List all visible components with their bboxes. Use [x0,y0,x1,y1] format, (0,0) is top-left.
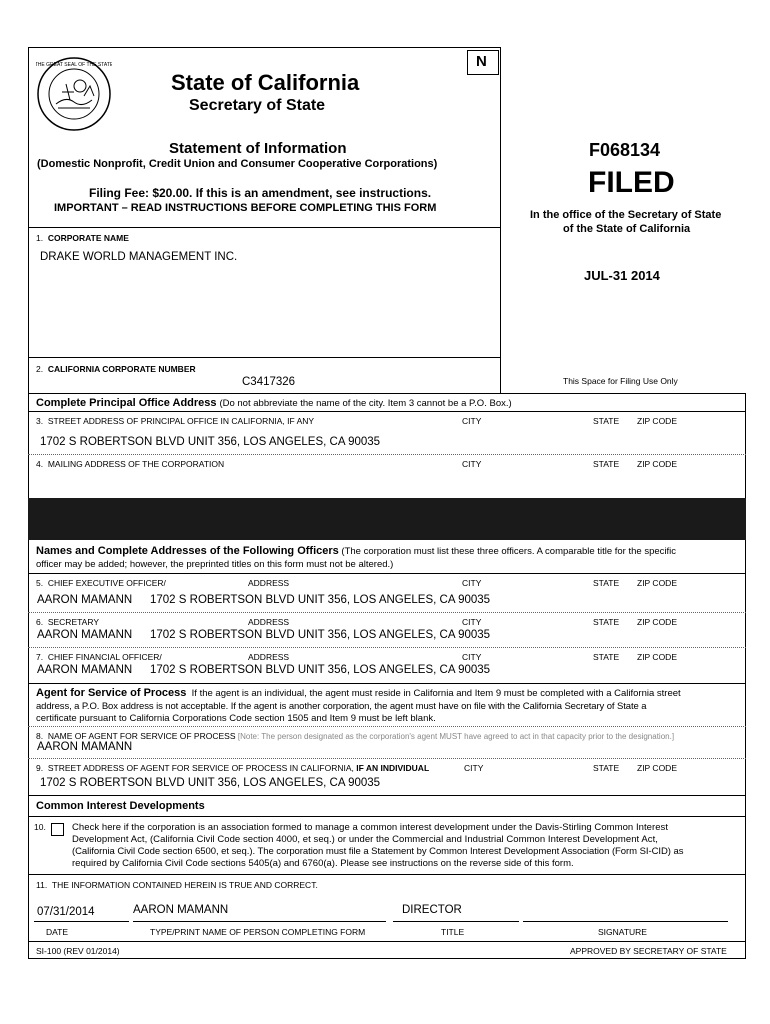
important-notice: IMPORTANT – READ INSTRUCTIONS BEFORE COMPLETING THIS FORM [54,202,437,214]
officer-city-label: CITY [462,578,482,588]
agent-heading: Agent for Service of Process [36,687,187,699]
item7-number: 7. [36,652,44,662]
item6-number: 6. [36,617,44,627]
item3-text: STREET ADDRESS OF PRINCIPAL OFFICE IN CALIFORNIA, IF ANY [47,416,315,426]
item4-text: MAILING ADDRESS OF THE CORPORATION [47,459,225,469]
officer-zip-label: ZIP CODE [637,652,677,662]
cid-line2: Development Act, (California Civil Code section 4000, et seq.) or under the Commercial and Industrial Common Interest Development Act, [72,834,658,845]
principal-office-note: (Do not abbreviate the name of the city. Item 3 cannot be a P.O. Box.) [219,398,512,409]
divider [28,647,746,648]
item4-zip-label: ZIP CODE [637,459,677,469]
corporate-name-box [28,227,501,358]
agent-para1: If the agent is an individual, the agent must reside in California and Item 9 must be completed with a California street [191,688,681,699]
item8-label [36,731,674,741]
officer-address-label: ADDRESS [248,578,290,588]
officer-zip-label: ZIP CODE [637,578,677,588]
item1-label [36,233,129,243]
officer-row-label [36,652,162,662]
state-title: State of California [171,70,360,95]
item11-number: 11. [36,880,48,890]
filing-date: JUL-31 2014 [584,268,660,283]
divider [28,683,746,684]
cid-checkbox[interactable] [51,823,64,836]
item9-text: STREET ADDRESS OF AGENT FOR SERVICE OF PROCESS IN CALIFORNIA, [47,763,354,773]
california-seal [36,56,112,132]
item3-state-label: STATE [593,416,620,426]
cid-line4: required by California Civil Code sections 5405(a) and 6760(a). Please see instructions on the reverse side of this form. [72,858,574,869]
item3-city-label: CITY [462,416,482,426]
item4-label [36,459,224,469]
item9-text-bold: IF AN INDIVIDUAL [356,763,430,773]
item11-text: THE INFORMATION CONTAINED HEREIN IS TRUE AND CORRECT. [51,880,318,890]
divider [28,758,746,759]
officer-state-label: STATE [593,578,620,588]
agent-address-value[interactable]: 1702 S ROBERTSON BLVD UNIT 356, LOS ANGELES, CA 90035 [40,777,381,789]
cfo-name-value[interactable]: AARON MAMANN [37,664,133,676]
item4-number: 4. [36,459,44,469]
filing-fee: Filing Fee: $20.00. If this is an amendment, see instructions. [89,186,432,200]
item4-city-label: CITY [462,459,482,469]
item6-title: SECRETARY [47,617,99,627]
principal-address-value[interactable]: 1702 S ROBERTSON BLVD UNIT 356, LOS ANGELES, CA 90035 [40,436,381,448]
filing-office-line2: of the State of California [563,223,691,235]
officers-heading: Names and Complete Addresses of the Following Officers [36,545,339,557]
form-id: SI-100 (REV 01/2014) [36,946,120,956]
cid-line3: (California Civil Code section 6500, et seq.). The corporation must file a Statement by Common Interest Development Association (Form SI-CID) as [72,846,684,857]
officer-row-label [36,617,99,627]
filing-number: F068134 [589,140,661,160]
item8-number: 8. [36,731,44,741]
item5-title: CHIEF EXECUTIVE OFFICER/ [47,578,166,588]
officer-city-label: CITY [462,617,482,627]
cert-name-label: TYPE/PRINT NAME OF PERSON COMPLETING FORM [150,927,366,937]
cid-line1: Check here if the corporation is an association formed to manage a common interest development under the Davis-Stirling Common Interest [72,822,669,833]
cert-name-value[interactable]: AARON MAMANN [133,904,229,916]
officer-city-label: CITY [462,652,482,662]
officer-state-label: STATE [593,652,620,662]
item3-zip-label: ZIP CODE [637,416,677,426]
item9-state-label: STATE [593,763,620,773]
item9-number: 9. [36,763,44,773]
name-line [133,921,386,922]
officer-state-label: STATE [593,617,620,627]
secretary-address-value[interactable]: 1702 S ROBERTSON BLVD UNIT 356, LOS ANGELES, CA 90035 [150,629,491,641]
secretary-name-value[interactable]: AARON MAMANN [37,629,133,641]
agent-heading-line [36,687,681,699]
item3-label [36,416,314,426]
item1-text: CORPORATE NAME [47,233,129,243]
corner-mark: N [476,53,487,70]
corporate-name-value[interactable]: DRAKE WORLD MANAGEMENT INC. [40,251,238,263]
cert-date-value[interactable]: 07/31/2014 [37,906,95,918]
cert-title-label: TITLE [441,927,465,937]
secretary-title: Secretary of State [189,97,326,114]
agent-para2: address, a P.O. Box address is not acceptable. If the agent is another corporation, the agent must have on file with the California Secretary of State a [36,701,647,712]
date-line [34,921,129,922]
item8-note: [Note: The person designated as the corporation's agent MUST have agreed to act in that capacity prior to the designation.] [237,732,675,741]
agent-para3: certificate pursuant to California Corporations Code section 1505 and Item 9 must be left blank. [36,713,436,724]
divider [28,874,746,875]
divider [28,941,746,942]
signature-line[interactable] [523,921,728,922]
officers-note1: (The corporation must list these three officers. A comparable title for the specific [341,546,676,557]
item1-number: 1. [36,233,44,243]
divider [28,573,746,574]
officers-note2: officer may be added; however, the preprinted titles on this form must not be altered.) [36,559,394,570]
item2-number: 2. [36,364,44,374]
approved-by: APPROVED BY SECRETARY OF STATE [570,946,727,956]
officer-row-label [36,578,166,588]
divider [28,816,746,817]
item9-zip-label: ZIP CODE [637,763,677,773]
officer-address-label: ADDRESS [248,652,290,662]
redaction-band [28,498,746,540]
item7-title: CHIEF FINANCIAL OFFICER/ [47,652,162,662]
item5-number: 5. [36,578,44,588]
divider [28,612,746,613]
cid-number: 10. [34,822,46,832]
cert-signature-label: SIGNATURE [598,927,647,937]
ceo-address-value[interactable]: 1702 S ROBERTSON BLVD UNIT 356, LOS ANGELES, CA 90035 [150,594,491,606]
officer-zip-label: ZIP CODE [637,617,677,627]
divider [28,795,746,796]
item11-label [36,880,318,890]
filing-office-line1: In the office of the Secretary of State [530,209,722,221]
item2-text: CALIFORNIA CORPORATE NUMBER [47,364,196,374]
item3-number: 3. [36,416,44,426]
officer-address-label: ADDRESS [248,617,290,627]
divider [28,726,746,727]
item9-city-label: CITY [464,763,484,773]
item2-label [36,364,196,374]
divider [28,411,746,412]
cert-title-value[interactable]: DIRECTOR [402,904,462,916]
divider [28,454,746,455]
item9-label [36,763,429,773]
title-line [393,921,519,922]
ceo-name-value[interactable]: AARON MAMANN [37,594,133,606]
principal-office-heading-line [36,397,512,409]
principal-office-heading: Complete Principal Office Address [36,397,217,409]
item8-text: NAME OF AGENT FOR SERVICE OF PROCESS [47,731,236,741]
cid-heading: Common Interest Developments [36,800,205,812]
svg-text:THE GREAT SEAL OF THE STATE: THE GREAT SEAL OF THE STATE [36,62,112,68]
cfo-address-value[interactable]: 1702 S ROBERTSON BLVD UNIT 356, LOS ANGELES, CA 90035 [150,664,491,676]
item4-state-label: STATE [593,459,620,469]
officers-heading-line1 [36,545,676,557]
filed-stamp: FILED [588,166,675,199]
filing-space-note: This Space for Filing Use Only [563,376,678,386]
agent-name-value[interactable]: AARON MAMANN [37,741,133,753]
form-title: Statement of Information [169,140,347,157]
corporate-number-value[interactable]: C3417326 [242,376,296,388]
form-subtitle: (Domestic Nonprofit, Credit Union and Consumer Cooperative Corporations) [37,158,438,170]
cert-date-label: DATE [46,927,69,937]
